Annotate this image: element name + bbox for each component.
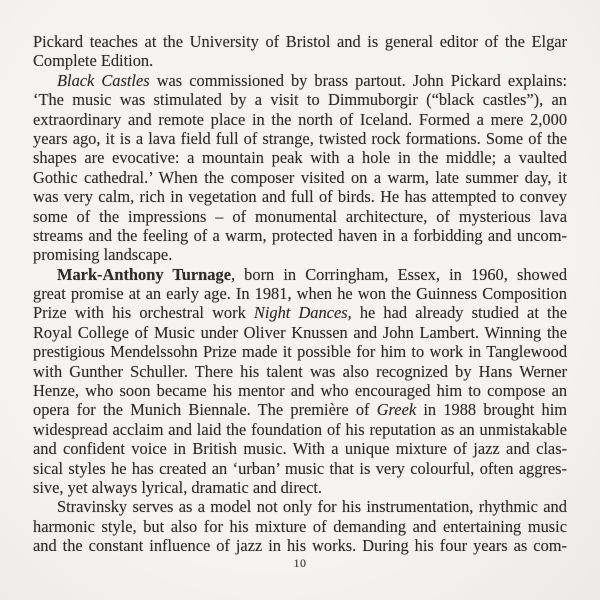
text-run: shapes are evocative: a mountain peak with a hole in the middle; a vaulted bbox=[33, 148, 567, 168]
text-line bbox=[33, 517, 567, 536]
text-run: opera for the Munich Biennale. The première of bbox=[33, 400, 377, 420]
text-line bbox=[33, 265, 567, 284]
text-line bbox=[33, 148, 567, 167]
text-line bbox=[33, 497, 567, 516]
text-run: was commissioned by brass partout. John Pickard explains: bbox=[149, 70, 568, 90]
text-run: in 1988 brought him bbox=[416, 400, 568, 420]
text-run: Stravinsky serves as a model not only for his instrumentation, rhythmic and bbox=[57, 497, 567, 517]
text-run: and the constant influence of jazz in his works. During his four years as com- bbox=[33, 536, 567, 556]
text-run: sical styles he has created an ‘urban’ music that is very colourful, often aggres- bbox=[33, 458, 568, 478]
text-line bbox=[33, 536, 567, 555]
text-run: prestigious Mendelssohn Prize made it possible for him to work in Tanglewood bbox=[33, 342, 568, 362]
text-line bbox=[33, 459, 567, 478]
paragraph bbox=[33, 265, 567, 498]
text-run: , he had already studied at the bbox=[347, 303, 568, 323]
text-run: Night Dances bbox=[253, 303, 348, 323]
text-line bbox=[33, 381, 567, 400]
text-run: , born in Corringham, Essex, in 1960, showed bbox=[230, 264, 568, 284]
text-line bbox=[33, 478, 567, 497]
text-line bbox=[33, 168, 567, 187]
text-run: Royal College of Music under Oliver Knussen and John Lambert. Winning the bbox=[33, 322, 567, 342]
text-run: Black Castles bbox=[57, 70, 150, 90]
text-line bbox=[33, 71, 567, 90]
text-line bbox=[33, 323, 567, 342]
text-run: Complete Edition. bbox=[33, 51, 154, 71]
text-run: Gothic cathedral.’ When the composer visited on a warm, late summer day, it bbox=[33, 167, 568, 187]
text-line bbox=[33, 90, 567, 109]
text-line bbox=[33, 284, 567, 303]
text-run: promising landscape. bbox=[33, 245, 173, 265]
text-run: was very calm, rich in vegetation and full of birds. He has attempted to convey bbox=[33, 187, 567, 207]
text-line bbox=[33, 32, 567, 51]
text-line bbox=[33, 187, 567, 206]
text-run: Greek bbox=[376, 400, 417, 420]
text-run: years ago, it is a lava field full of strange, twisted rock formations. Some of the bbox=[33, 128, 568, 148]
text-run: Henze, who soon became his mentor and who encouraged him to compose an bbox=[33, 381, 568, 401]
text-run: harmonic style, but also for his mixture of demanding and entertaining music bbox=[33, 516, 568, 536]
text-line bbox=[33, 129, 567, 148]
text-run: great promise at an early age. In 1981, when he won the Guinness Composition bbox=[33, 284, 567, 304]
text-run: some of the impressions – of monumental architecture, of mysterious lava bbox=[33, 206, 567, 226]
text-run: extraordinary and remote place in the north of Iceland. Formed a mere 2,000 bbox=[33, 109, 568, 129]
paragraph bbox=[33, 497, 567, 555]
text-line bbox=[33, 110, 567, 129]
text-line bbox=[33, 420, 567, 439]
text-line bbox=[33, 51, 567, 70]
text-line bbox=[33, 439, 567, 458]
paragraph bbox=[33, 32, 567, 71]
text-run: with Gunther Schuller. There his talent was also recognized by Hans Werner bbox=[33, 361, 568, 381]
text-line bbox=[33, 245, 567, 264]
text-line bbox=[33, 362, 567, 381]
text-line bbox=[33, 207, 567, 226]
text-run: and confident voice in British music. With a unique mixture of jazz and clas- bbox=[33, 439, 568, 459]
text-line bbox=[33, 342, 567, 361]
text-run: sive, yet always lyrical, dramatic and direct. bbox=[33, 477, 322, 497]
page-number: 10 bbox=[293, 556, 307, 570]
text-run: Mark-Anthony Turnage bbox=[57, 264, 231, 284]
paragraph bbox=[33, 71, 567, 265]
text-run: streams and the feeling of a warm, protected haven in a forbidding and uncom- bbox=[33, 225, 567, 245]
text-block bbox=[33, 32, 567, 556]
text-line bbox=[33, 303, 567, 322]
text-run: Pickard teaches at the University of Bristol and is general editor of the Elgar bbox=[33, 32, 568, 51]
text-run: widespread acclaim and laid the foundation of his reputation as an unmistakable bbox=[33, 419, 567, 439]
text-run: Prize with his orchestral work bbox=[33, 303, 254, 323]
text-run: ‘The music was stimulated by a visit to Dimmuborgir (“black castles”), an bbox=[33, 90, 567, 110]
text-line bbox=[33, 226, 567, 245]
text-line bbox=[33, 400, 567, 419]
